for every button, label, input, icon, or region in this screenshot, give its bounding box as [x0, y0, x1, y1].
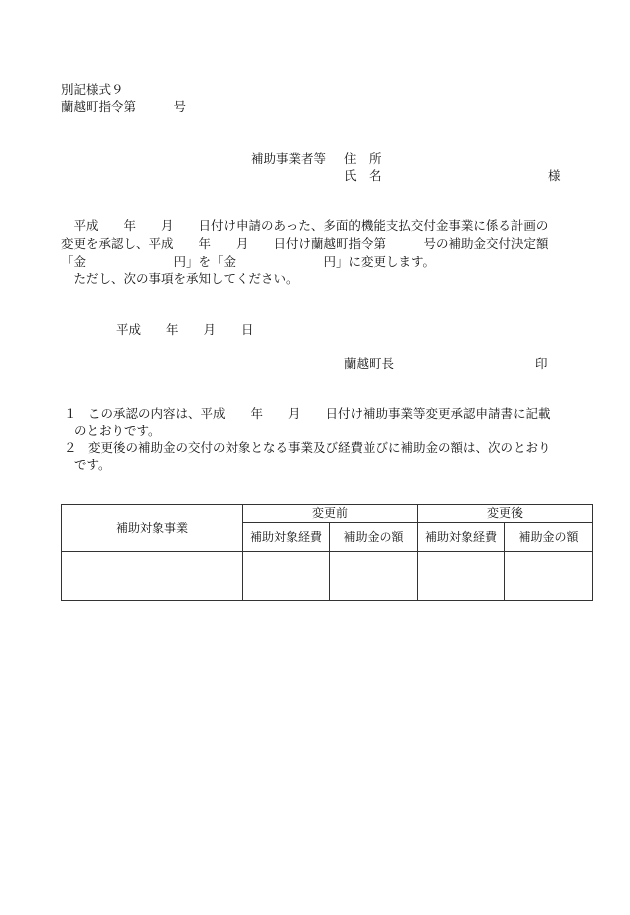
- subsidy-table: [61, 504, 593, 601]
- note-2-number: ２: [64, 440, 77, 455]
- date-line: 平成 年 月 日: [116, 322, 254, 337]
- note-1-line-1: この承認の内容は、平成 年 月 日付け補助事業等変更承認申請書に記載: [88, 406, 551, 421]
- table-row: [62, 552, 593, 601]
- before-cost-header: 補助対象経費: [243, 523, 330, 552]
- before-cost-cell: [243, 552, 330, 601]
- issuer-title: 蘭越町長: [344, 356, 395, 371]
- project-header: 補助対象事業: [62, 505, 243, 552]
- body-line-2: 変更を承認し、平成 年 月 日付け蘭越町指令第 号の補助金交付決定額: [61, 236, 549, 251]
- before-amount-header: 補助金の額: [330, 523, 418, 552]
- name-label: 氏 名: [344, 168, 382, 183]
- after-amount-header: 補助金の額: [505, 523, 593, 552]
- after-change-header: 変更後: [418, 505, 593, 523]
- before-amount-cell: [330, 552, 418, 601]
- note-1-line-2: のとおりです。: [74, 423, 161, 438]
- body-line-4: ただし、次の事項を承知してください。: [61, 271, 299, 286]
- body-line-3: 「金 円」を「金 円」に変更します。: [61, 254, 436, 269]
- after-cost-cell: [418, 552, 505, 601]
- before-change-header: 変更前: [243, 505, 418, 523]
- project-cell: [62, 552, 243, 601]
- document-number: 蘭越町指令第 号: [61, 99, 187, 114]
- addressee-role: 補助事業者等: [251, 151, 327, 166]
- note-2-line-2: です。: [74, 457, 111, 472]
- form-number: 別記様式９: [61, 82, 124, 97]
- note-2-line-1: 変更後の補助金の交付の対象となる事業及び経費並びに補助金の額は、次のとおり: [88, 440, 551, 455]
- seal-mark: 印: [535, 356, 548, 371]
- address-label: 住 所: [344, 151, 382, 166]
- honorific: 様: [548, 168, 561, 183]
- body-line-1: 平成 年 月 日付け申請のあった、多面的機能支払交付金事業に係る計画の: [61, 218, 549, 233]
- after-amount-cell: [505, 552, 593, 601]
- note-1-number: １: [64, 406, 77, 421]
- after-cost-header: 補助対象経費: [418, 523, 505, 552]
